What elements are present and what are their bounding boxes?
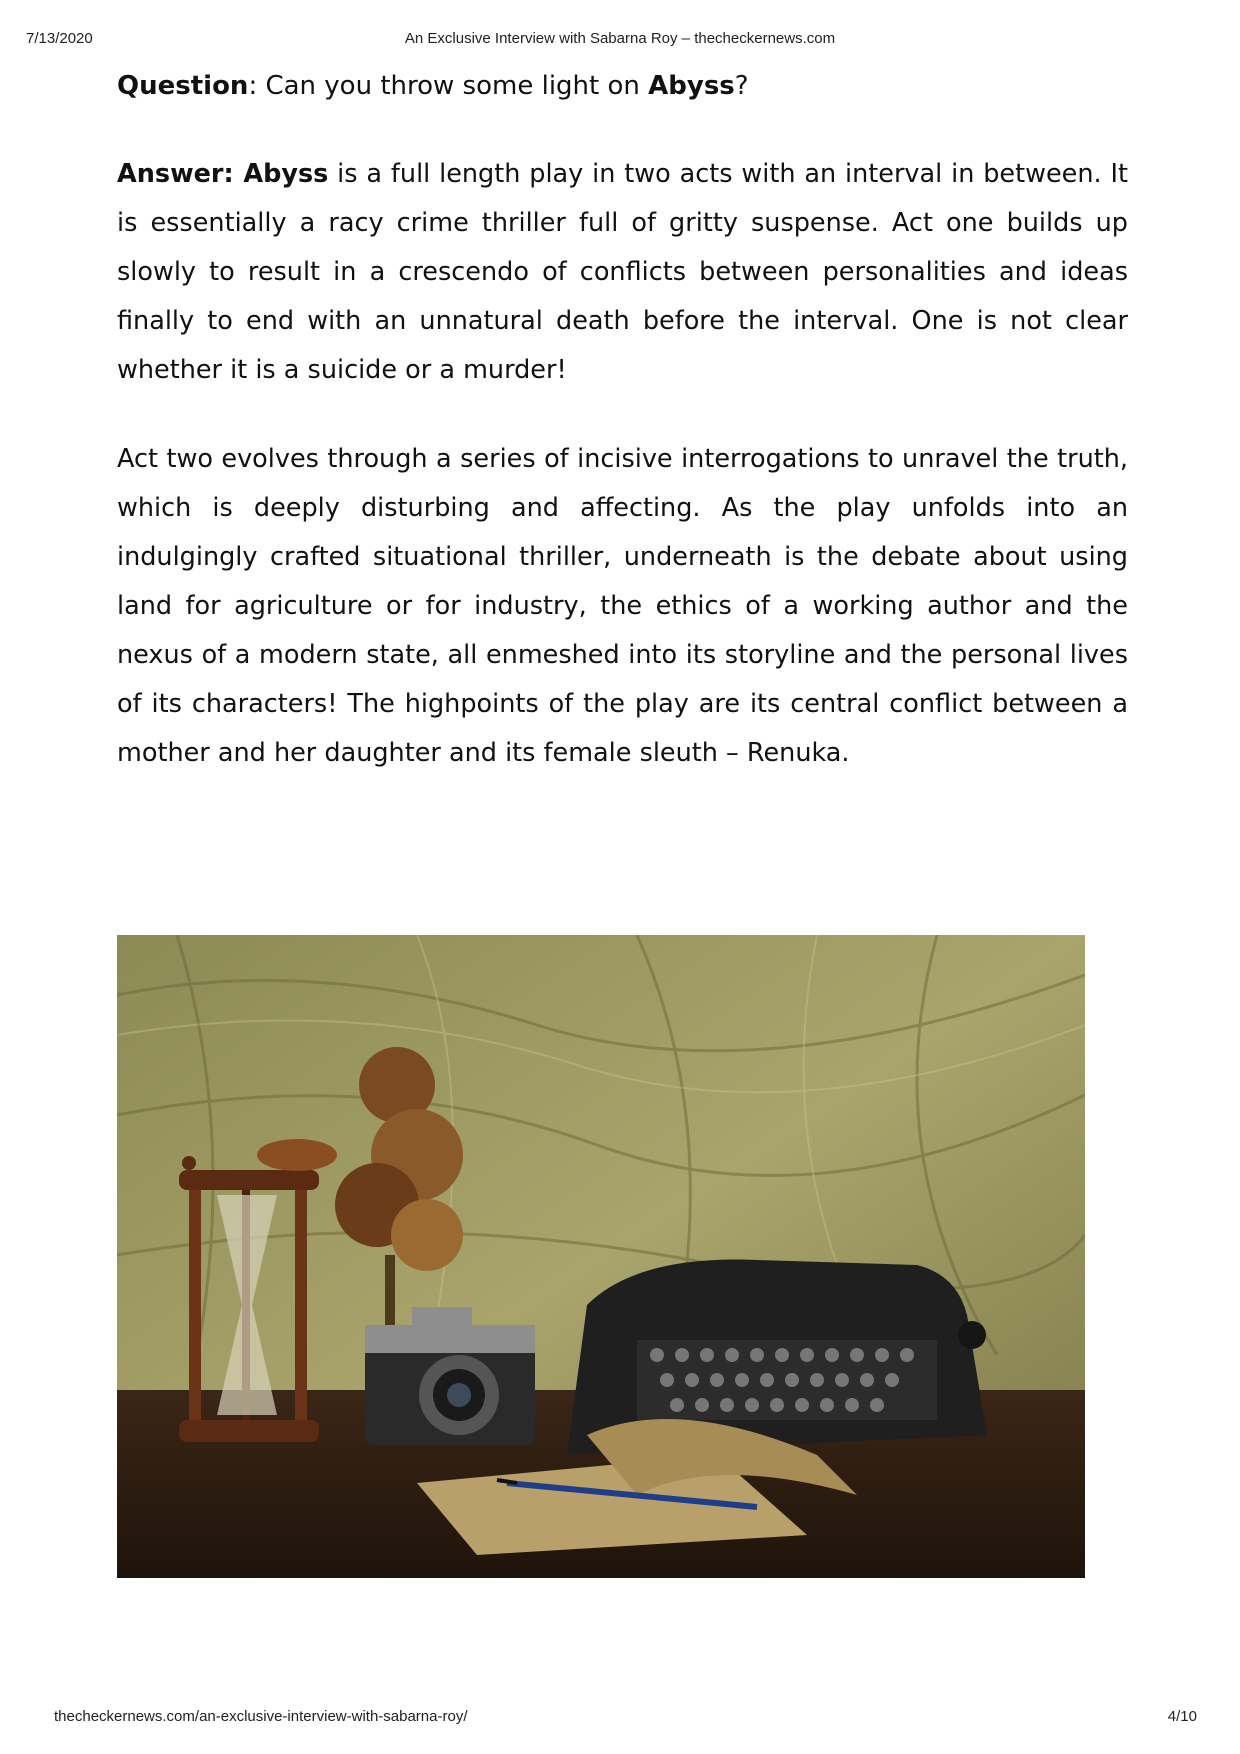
footer-page-number: 4/10 [1167,1708,1197,1725]
question-bold-word: Abyss [648,71,735,101]
footer-url: thecheckernews.com/an-exclusive-interview-with-sabarna-roy/ [54,1708,468,1725]
article-body [117,62,1128,778]
question-label: Question [117,71,249,101]
answer-paragraph [117,150,1128,395]
header-date: 7/13/2020 [26,30,93,47]
still-life-photo [117,935,1085,1578]
question-line [117,62,1128,110]
act-two-paragraph: Act two evolves through a series of incisive interrogations to unravel the truth, which is deeply disturbing and affecting. As the play unfolds into an indulgingly crafted situational thriller, underneath is the debate about using land for agriculture or for industry, the ethics of a working author and the nexus of a modern state, all enmeshed into its storyline and the personal lives of its characters! The highpoints of the play are its central conflict between a mother and her daughter and its female sleuth – Renuka. [117,444,1128,768]
answer-label: Answer: [117,159,244,189]
header-title: An Exclusive Interview with Sabarna Roy – thecheckernews.com [404,30,836,47]
answer-text: is a full length play in two acts with an interval in between. It is essentially a racy crime thriller full of gritty suspense. Act one builds up slowly to result in a crescendo of conflicts between personalities and ideas finally to end with an unnatural death before the interval. One is not clear whether it is a suicide or a murder! [117,159,1128,385]
answer-bold-word: Abyss [243,159,329,189]
question-mark: ? [734,71,749,101]
question-text: : Can you throw some light on [248,71,649,101]
